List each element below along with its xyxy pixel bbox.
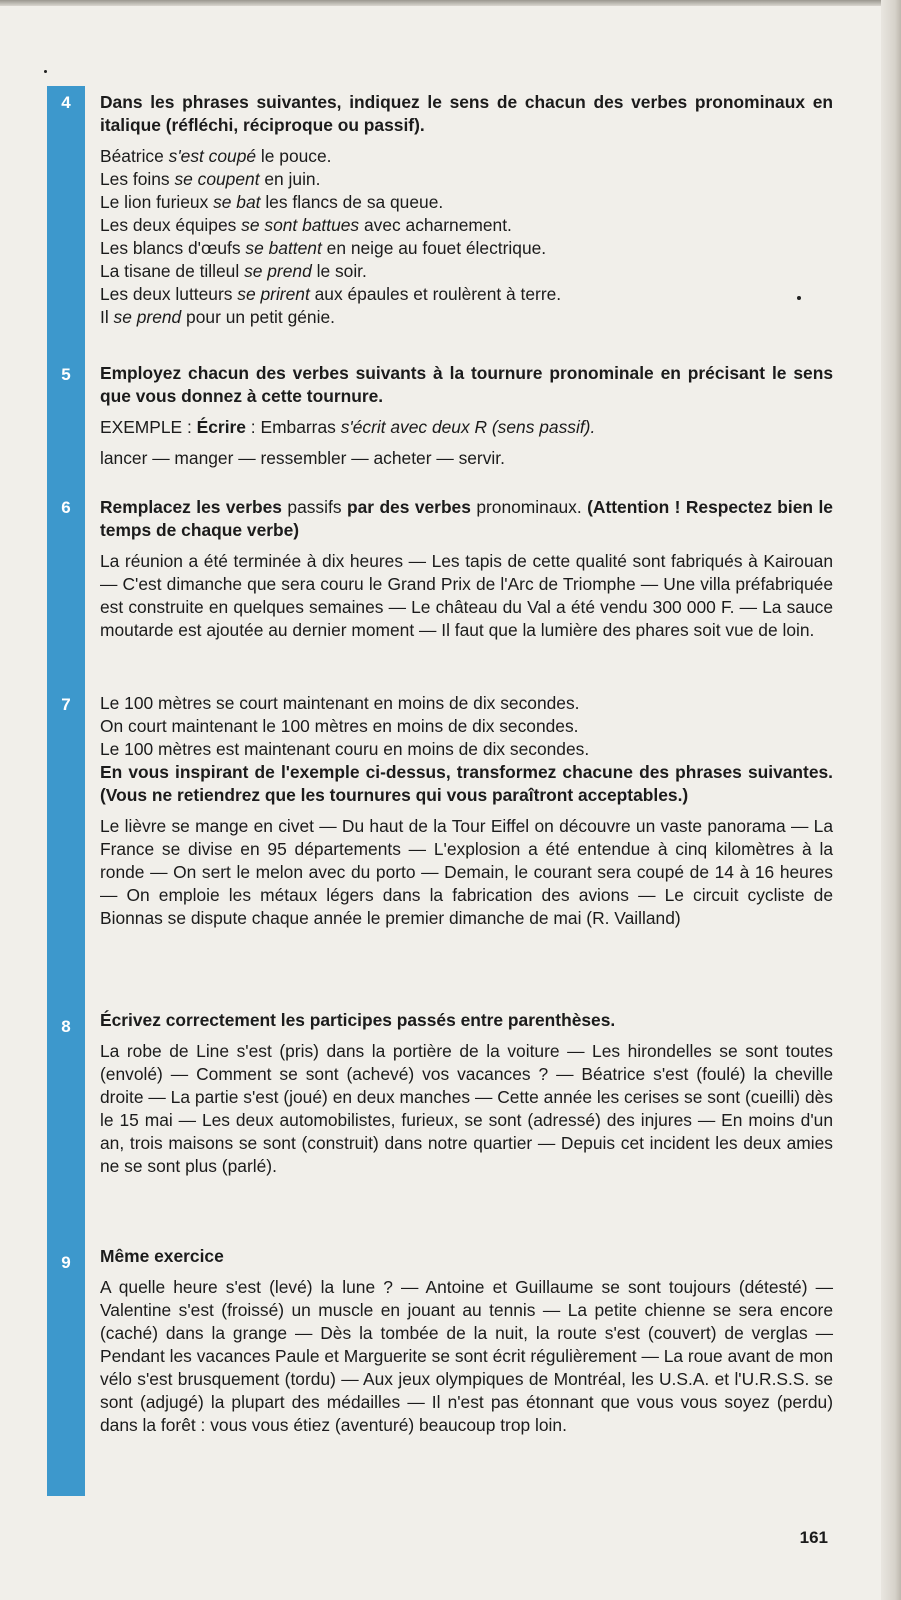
sentence: Béatrice s'est coupé le pouce. — [100, 146, 332, 166]
exercise-number: 4 — [61, 93, 71, 112]
exercise-number: 6 — [61, 498, 71, 517]
exercise-text: La réunion a été terminée à dix heures — Les tapis de cette qualité sont fabriqués à Kairouan — C'est dimanche que sera couru le Grand Prix de l'Arc de Triomphe — Une villa préfabriquée est construite en quelques semaines — Le château du Val a été vendu 300 000 F. — La sauce moutarde est ajoutée au dernier moment — Il faut que la lumière des phares soit vue de loin. — [100, 551, 833, 640]
exercise-5 — [100, 362, 833, 470]
sentence: Le lion furieux se bat les flancs de sa queue. — [100, 192, 444, 212]
exercise-instruction: Même exercice — [100, 1246, 224, 1266]
example-sentence: On court maintenant le 100 mètres en moins de dix secondes. — [100, 716, 579, 736]
sentence: Les blancs d'œufs se battent en neige au fouet électrique. — [100, 238, 547, 258]
sentence: Les deux lutteurs se prirent aux épaules et roulèrent à terre. — [100, 284, 562, 304]
exercise-6 — [100, 496, 833, 642]
exercise-number: 7 — [61, 695, 71, 714]
exercise-8 — [100, 1009, 833, 1178]
exercise-text: Le lièvre se mange en civet — Du haut de la Tour Eiffel on découvre un vaste panorama — La France se divise en 95 départements — L'explosion a été entendue à cinq kilomètres à la ronde — On sert le melon avec du porto — Demain, le courant sera coupé de 14 à 16 heures — On emploie les métaux légers dans la fabrication des avions — Le circuit cycliste de Bionnas se dispute chaque année le premier dimanche de mai (R. Vailland) — [100, 816, 833, 928]
sentence: Il se prend pour un petit génie. — [100, 307, 335, 327]
exercise-number: 9 — [61, 1253, 71, 1272]
exercise-instruction: Dans les phrases suivantes, indiquez le sens de chacun des verbes pronominaux en italique (réfléchi, réciproque ou passif). — [100, 92, 833, 135]
page-top-edge — [0, 0, 901, 6]
exercise-number: 5 — [61, 365, 71, 384]
exercise-instruction: Remplacez les verbes passifs par des verbes pronominaux. (Attention ! Respectez bien le temps de chaque verbe) — [100, 497, 833, 540]
example-sentence: Le 100 mètres se court maintenant en moins de dix secondes. — [100, 693, 580, 713]
exercise-7 — [100, 692, 833, 930]
verb-list: lancer — manger — ressembler — acheter — servir. — [100, 448, 505, 468]
example-sentence: Le 100 mètres est maintenant couru en moins de dix secondes. — [100, 739, 590, 759]
exercise-instruction: En vous inspirant de l'exemple ci-dessus, transformez chacune des phrases suivantes. (Vous ne retiendrez que les tournures qui vous paraîtront acceptables.) — [100, 762, 833, 805]
exercise-9 — [100, 1245, 833, 1437]
exercise-number: 8 — [61, 1017, 71, 1036]
paper-speck — [44, 70, 47, 73]
exercise-margin-bar — [47, 86, 85, 1496]
sentence-list — [100, 145, 833, 329]
example-line: EXEMPLE : Écrire : Embarras s'écrit avec deux R (sens passif). — [100, 417, 596, 437]
exercise-instruction: Employez chacun des verbes suivants à la tournure pronominale en précisant le sens que vous donnez à cette tournure. — [100, 363, 833, 406]
sentence: La tisane de tilleul se prend le soir. — [100, 261, 367, 281]
page-right-edge — [881, 0, 901, 1600]
exercise-instruction: Écrivez correctement les participes passés entre parenthèses. — [100, 1010, 616, 1030]
sentence: Les foins se coupent en juin. — [100, 169, 321, 189]
page-number: 161 — [799, 1528, 828, 1547]
exercise-4 — [100, 91, 833, 329]
exercise-text: La robe de Line s'est (pris) dans la portière de la voiture — Les hirondelles se sont toutes (envolé) — Comment se sont (achevé) vos vacances ? — Béatrice s'est (foulé) la cheville droite — La partie s'est (joué) en deux manches — Cette année les cerises se sont (cueilli) dès le 15 mai — Les deux automobilistes, furieux, se sont (adressé) des injures — En moins d'un an, trois maisons se sont (construit) dans notre quartier — Depuis cet incident les deux amies ne se sont plus (parlé). — [100, 1041, 833, 1176]
exercise-text: A quelle heure s'est (levé) la lune ? — Antoine et Guillaume se sont toujours (détesté) — Valentine s'est (froissé) un muscle en jouant au tennis — La petite chienne se sera encore (caché) dans la grange — Dès la tombée de la nuit, la route s'est (couvert) de verglas — Pendant les vacances Paule et Marguerite se sont écrit régulièrement — La roue avant de mon vélo s'est brusquement (tordu) — Aux jeux olympiques de Montréal, les U.S.A. et l'U.R.S.S. se sont (adjugé) la plupart des médailles — Il n'est pas étonnant que vous vous soyez (perdu) dans la forêt : vous vous étiez (aventuré) beaucoup trop loin. — [100, 1277, 833, 1435]
sentence: Les deux équipes se sont battues avec acharnement. — [100, 215, 512, 235]
